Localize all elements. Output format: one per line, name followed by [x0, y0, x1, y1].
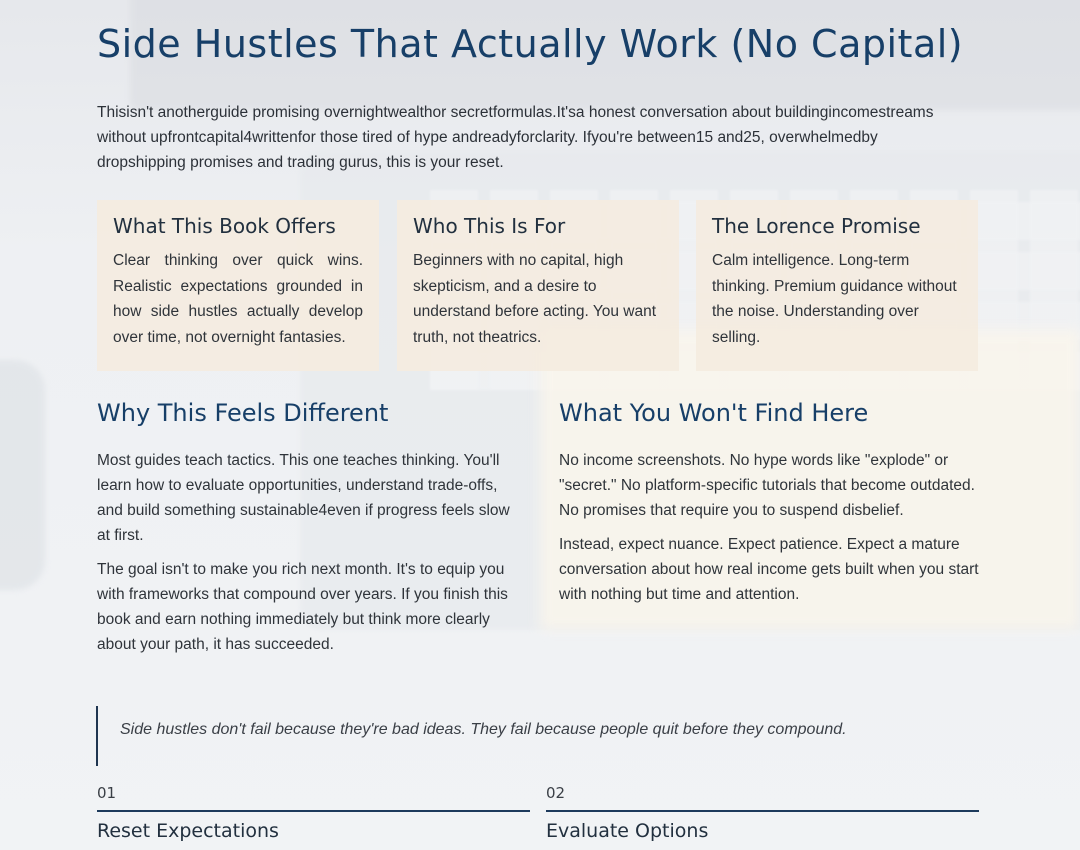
step-title: Evaluate Options: [546, 820, 709, 842]
card-title: The Lorence Promise: [712, 214, 921, 238]
wont-find-paragraph-2: Instead, expect nuance. Expect patience. Expect a mature conversation about how real income gets built when you start with nothing but time and attention.: [559, 536, 979, 603]
card-title: What This Book Offers: [113, 214, 336, 238]
wont-find-paragraph-1: No income screenshots. No hype words like "explode" or "secret." No platform-specific tutorials that become outdated. No promises that require you to suspend disbelief.: [559, 452, 975, 519]
why-different-paragraph-2: The goal isn't to make you rich next month. It's to equip you with frameworks that compound over years. If you finish this book and earn nothing immediately but think more clearly about your path, it has succeeded.: [97, 561, 508, 653]
card-body: Beginners with no capital, high skepticism, and a desire to understand before acting. You want truth, not theatrics.: [413, 252, 657, 346]
step-01: [97, 782, 530, 850]
card-who-this-is-for: [397, 200, 679, 371]
page-title: Side Hustles That Actually Work (No Capital): [97, 22, 964, 66]
step-number: 01: [97, 782, 530, 812]
wont-find-heading: What You Won't Find Here: [559, 399, 869, 427]
card-body: Calm intelligence. Long-term thinking. Premium guidance without the noise. Understanding over selling.: [712, 252, 957, 346]
step-title: Reset Expectations: [97, 820, 279, 842]
pull-quote: [96, 706, 998, 766]
step-number: 02: [546, 782, 979, 812]
card-title: Who This Is For: [413, 214, 566, 238]
why-different-paragraph-1: Most guides teach tactics. This one teaches thinking. You'll learn how to evaluate opportunities, understand trade-offs, and build something sustainable4even if progress feels slow at first.: [97, 452, 510, 544]
intro-paragraph: Thisisn't anotherguide promising overnightwealthor secretformulas.It'sa honest conversation about buildingincomestreams without upfrontcapital4writtenfor those tired of hype andreadyforclarity. Ifyou're between15 and25, overwhelmedby dropshipping promises and trading gurus, this is your reset.: [97, 104, 934, 171]
step-02: [546, 782, 979, 850]
pull-quote-text: Side hustles don't fail because they're bad ideas. They fail because people quit before they compound.: [120, 721, 847, 738]
card-what-this-book-offers: [97, 200, 379, 371]
card-body: Clear thinking over quick wins. Realistic expectations grounded in how side hustles actually develop over time, not overnight fantasies.: [113, 252, 363, 346]
card-lorence-promise: [696, 200, 978, 371]
why-different-heading: Why This Feels Different: [97, 399, 389, 427]
